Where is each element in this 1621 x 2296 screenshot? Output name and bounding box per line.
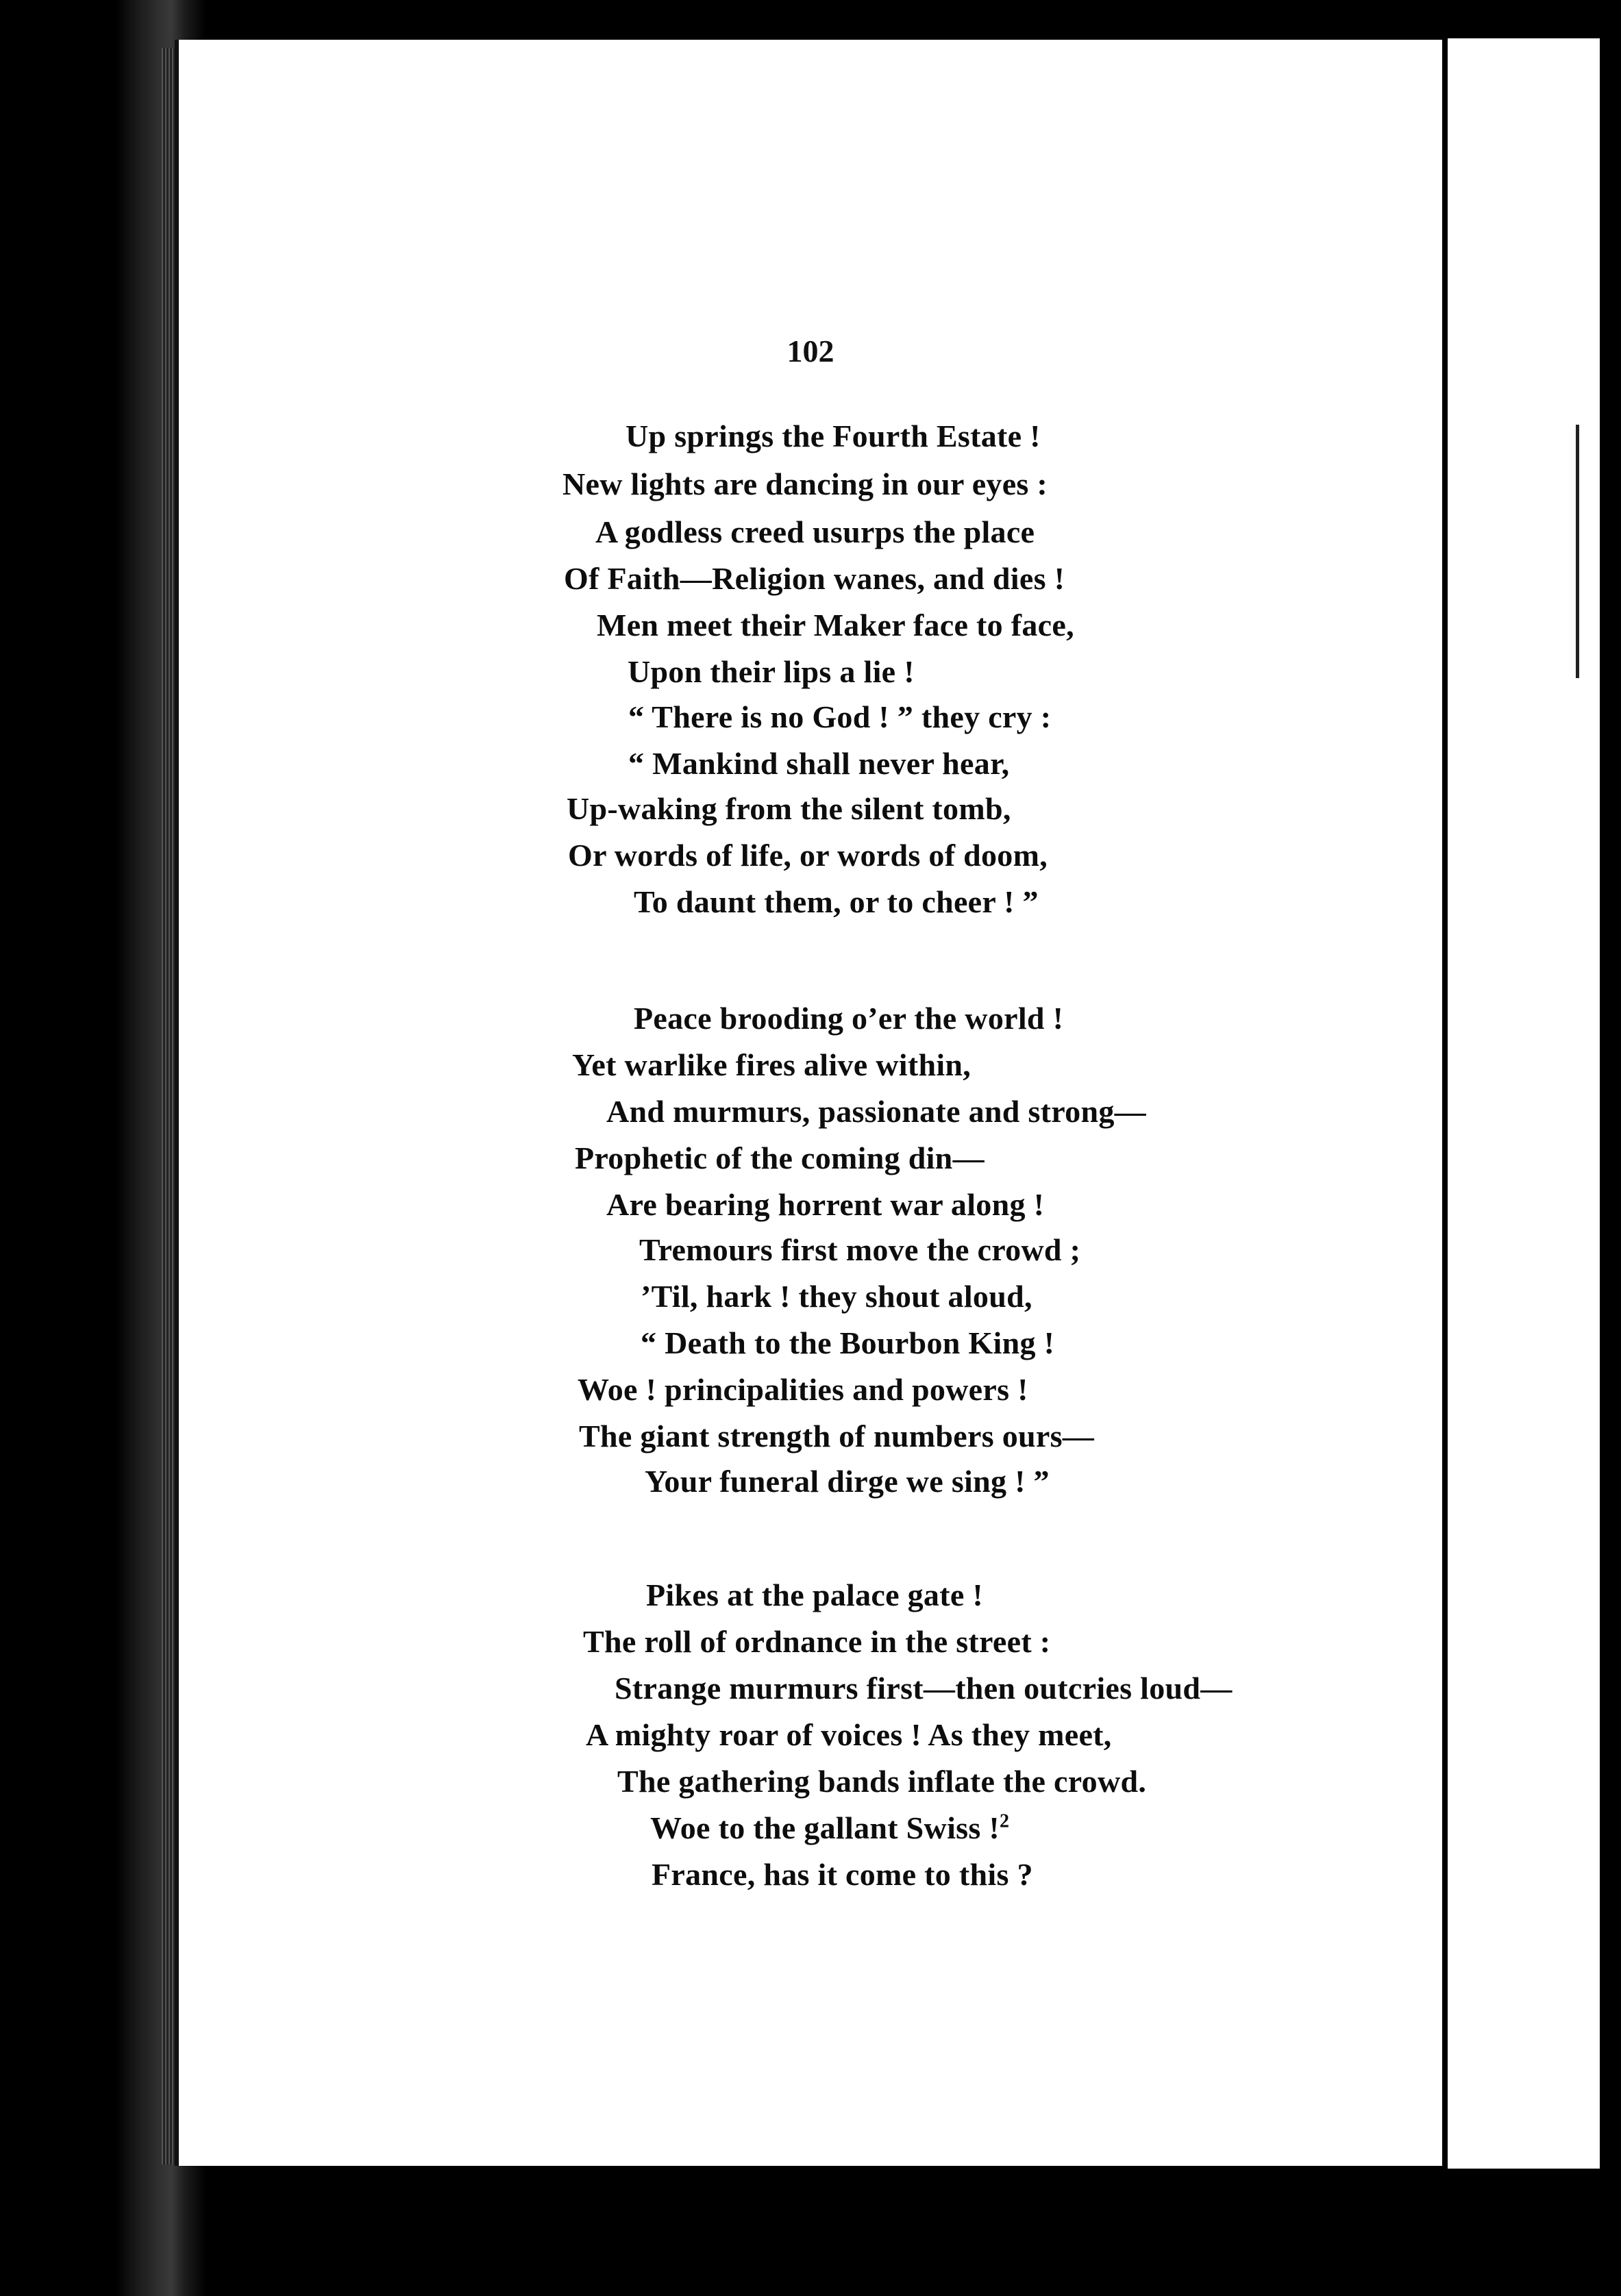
book-page [175, 40, 1442, 2166]
poem-line: Peace brooding o’er the world ! [634, 1001, 1064, 1036]
poem-line [650, 1810, 1009, 1846]
poem-line: “ There is no God ! ” they cry : [628, 699, 1052, 734]
page-number: 102 [787, 334, 834, 369]
poem-line: The roll of ordnance in the street : [583, 1624, 1051, 1659]
poem-line: The giant strength of numbers ours— [579, 1419, 1095, 1453]
facing-page-rule [1576, 425, 1579, 678]
poem-line: Of Faith—Religion wanes, and dies ! [564, 561, 1065, 596]
poem-line-text: Woe to the gallant Swiss ! [650, 1810, 1000, 1845]
poem-line: Men meet their Maker face to face, [597, 608, 1074, 642]
poem-line: Prophetic of the coming din— [575, 1140, 985, 1175]
footnote-marker: 2 [999, 1810, 1010, 1832]
poem-line: The gathering bands inflate the crowd. [617, 1764, 1147, 1799]
poem-line: Yet warlike fires alive within, [572, 1047, 972, 1082]
poem-line: “ Mankind shall never hear, [628, 746, 1010, 781]
poem-line: Your funeral dirge we sing ! ” [645, 1464, 1050, 1499]
poem-line: Woe ! principalities and powers ! [578, 1372, 1028, 1407]
poem-line: Pikes at the palace gate ! [646, 1577, 983, 1612]
poem-line: Strange murmurs first—then outcries loud— [615, 1671, 1233, 1706]
poem-line: France, has it come to this ? [652, 1857, 1033, 1892]
poem-line: Up-waking from the silent tomb, [567, 791, 1011, 826]
facing-page [1442, 38, 1600, 2169]
poem-line: Upon their lips a lie ! [628, 654, 915, 689]
poem-line: New lights are dancing in our eyes : [562, 466, 1048, 501]
poem-line: ’Til, hark ! they shout aloud, [641, 1279, 1032, 1314]
poem-line: A godless creed usurps the place [595, 514, 1035, 549]
poem-line: Tremours first move the crowd ; [639, 1232, 1081, 1267]
poem-line: “ Death to the Bourbon King ! [641, 1325, 1055, 1360]
poem-line: A mighty roar of voices ! As they meet, [586, 1717, 1112, 1752]
poem-line: Or words of life, or words of doom, [568, 838, 1048, 873]
poem-line: To daunt them, or to cheer ! ” [634, 884, 1039, 919]
poem-line: And murmurs, passionate and strong— [606, 1094, 1146, 1129]
poem-line: Are bearing horrent war along ! [606, 1187, 1045, 1222]
poem-line: Up springs the Fourth Estate ! [626, 419, 1041, 453]
